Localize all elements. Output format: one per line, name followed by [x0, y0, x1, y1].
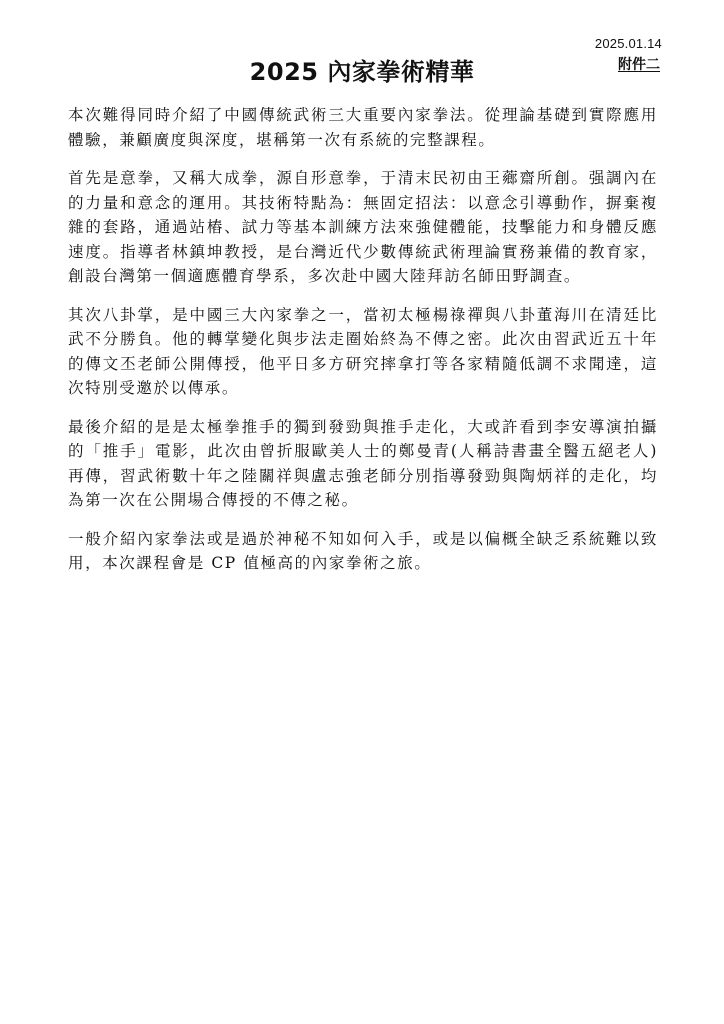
attachment-label: 附件二: [618, 57, 660, 73]
paragraph-conclusion: 一般介紹內家拳法或是過於神秘不知如何入手，或是以偏概全缺乏系統難以致用，本次課程會是 CP 值極高的內家拳術之旅。: [68, 529, 658, 572]
paragraph-intro: 本次難得同時介紹了中國傳統武術三大重要內家拳法。從理論基礎到實際應用體驗，兼顧廣度與深度，堪稱第一次有系統的完整課程。: [68, 106, 658, 149]
document-date: 2025.01.14: [594, 36, 662, 51]
document-body: [68, 103, 658, 590]
paragraph-baguazhang: 其次八卦掌，是中國三大內家拳之一，當初太極楊祿禪與八卦董海川在清廷比武不分勝負。他的轉掌變化與步法走圈始終為不傳之密。此次由習武近五十年的傳文丕老師公開傳授，他平日多方研究摔拿打等各家精隨低調不求聞達，這次特別受邀於以傳承。: [68, 305, 658, 397]
paragraph-yiquan: 首先是意拳，又稱大成拳，源自形意拳，于清末民初由王薌齋所創。强調內在的力量和意念的運用。其技術特點為：無固定招法：以意念引導動作，摒棄複雜的套路，通過站樁、試力等基本訓練方法來強健體能，技擊能力和身體反應速度。指導者林鎮坤教授，是台灣近代少數傳統武術理論實務兼備的教育家，創設台灣第一個適應體育學系，多次赴中國大陸拜訪名師田野調查。: [68, 169, 658, 285]
document-title: 2025 內家拳術精華: [249, 58, 475, 86]
paragraph-taiji-push-hands: 最後介紹的是是太極拳推手的獨到發勁與推手走化，大或許看到李安導演拍攝的「推手」電影，此次由曾折服歐美人士的鄭曼青(人稱詩書畫全醫五絕老人)再傳，習武術數十年之陸關祥與盧志強老師分別指導發勁與陶炳祥的走化，均為第一次在公開場合傳授的不傳之秘。: [68, 417, 658, 509]
